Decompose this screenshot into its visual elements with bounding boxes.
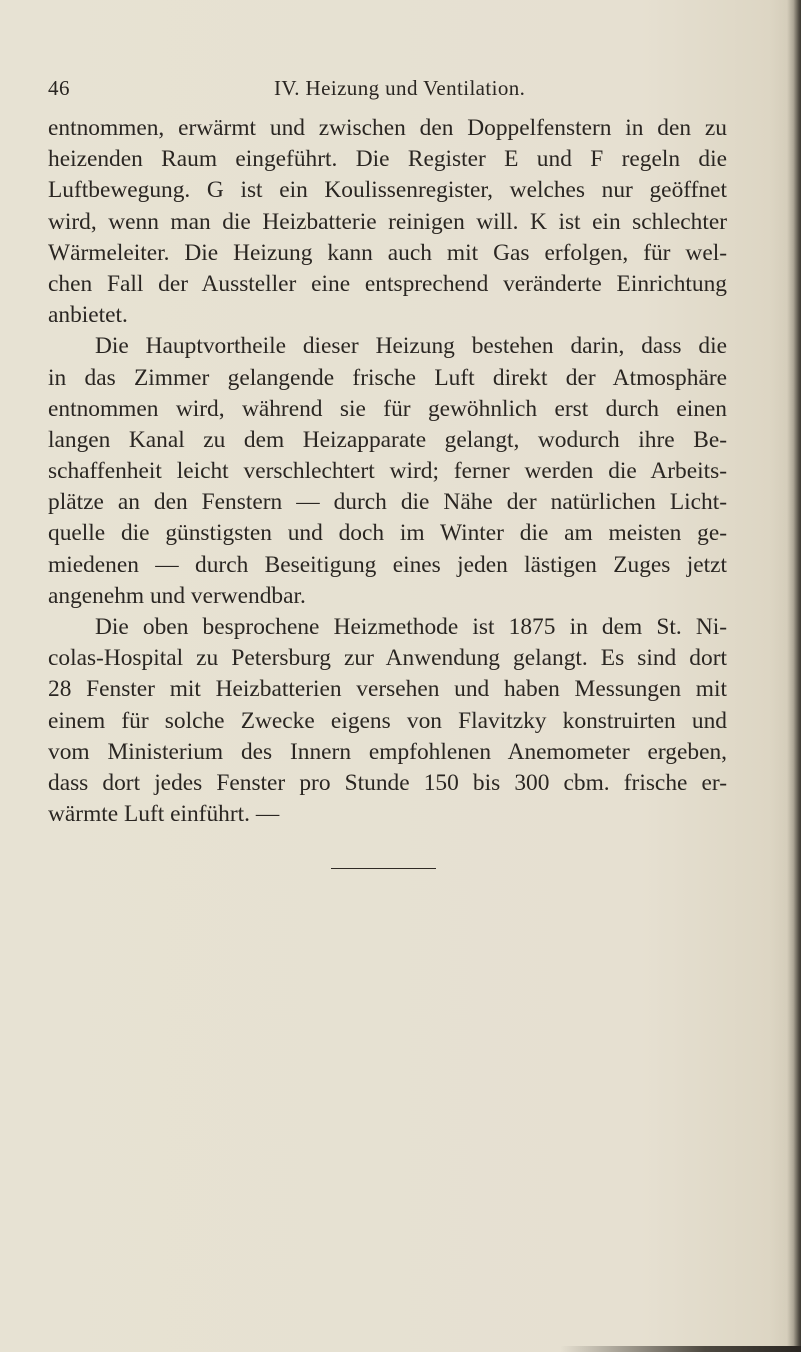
- text-line: Die Hauptvortheile dieser Heizung bestehen darin, dass die: [95, 333, 727, 360]
- text-line: chen Fall der Aussteller eine entsprechend veränderte Einrichtung: [48, 270, 727, 297]
- body-text: [48, 113, 727, 830]
- page-binding-edge: [787, 0, 801, 1352]
- text-line: anbietet.: [48, 302, 128, 329]
- page-number: 46: [48, 76, 70, 100]
- text-line: angenehm und verwendbar.: [48, 582, 306, 609]
- text-line: Luftbewegung. G ist ein Koulissenregister, welches nur geöffnet: [48, 177, 727, 204]
- page-header: [48, 76, 720, 106]
- text-line: entnommen wird, während sie für gewöhnlich erst durch einen: [48, 395, 727, 422]
- text-line: entnommen, erwärmt und zwischen den Doppelfenstern in den zu: [48, 115, 727, 141]
- text-line: in das Zimmer gelangende frische Luft direkt der Atmosphäre: [48, 364, 727, 391]
- text-line: Wärmeleiter. Die Heizung kann auch mit Gas erfolgen, für wel-: [48, 239, 727, 266]
- text-line: quelle die günstigsten und doch im Winter die am meisten ge-: [48, 520, 727, 547]
- text-line: langen Kanal zu dem Heizapparate gelangt, wodurch ihre Be-: [48, 426, 727, 453]
- paragraph: [48, 113, 727, 331]
- text-line: einem für solche Zwecke eigens von Flavitzky konstruirten und: [48, 707, 727, 734]
- page-bottom-shadow: [560, 1346, 801, 1352]
- text-line: plätze an den Fenstern — durch die Nähe der natürlichen Licht-: [48, 489, 727, 516]
- text-line: 28 Fenster mit Heizbatterien versehen und haben Messungen mit: [48, 676, 727, 703]
- text-line: Die oben besprochene Heizmethode ist 1875 in dem St. Ni-: [95, 614, 727, 640]
- text-line: heizenden Raum eingeführt. Die Register E und F regeln die: [48, 146, 727, 173]
- text-line: colas-Hospital zu Petersburg zur Anwendung gelangt. Es sind dort: [48, 645, 727, 672]
- text-line: miedenen — durch Beseitigung eines jeden lästigen Zuges jetzt: [48, 551, 727, 578]
- running-head: IV. Heizung und Ventilation.: [274, 76, 526, 100]
- paragraph: [48, 331, 727, 612]
- section-divider: [331, 868, 436, 869]
- text-line: vom Ministerium des Innern empfohlenen Anemometer ergeben,: [48, 738, 727, 765]
- text-line: dass dort jedes Fenster pro Stunde 150 bis 300 cbm. frische er-: [48, 769, 727, 796]
- paragraph: [48, 612, 727, 830]
- text-line: wärmte Luft einführt. —: [48, 801, 280, 828]
- text-line: wird, wenn man die Heizbatterie reinigen will. K ist ein schlechter: [48, 208, 727, 235]
- text-line: schaffenheit leicht verschlechtert wird; ferner werden die Arbeits-: [48, 458, 727, 485]
